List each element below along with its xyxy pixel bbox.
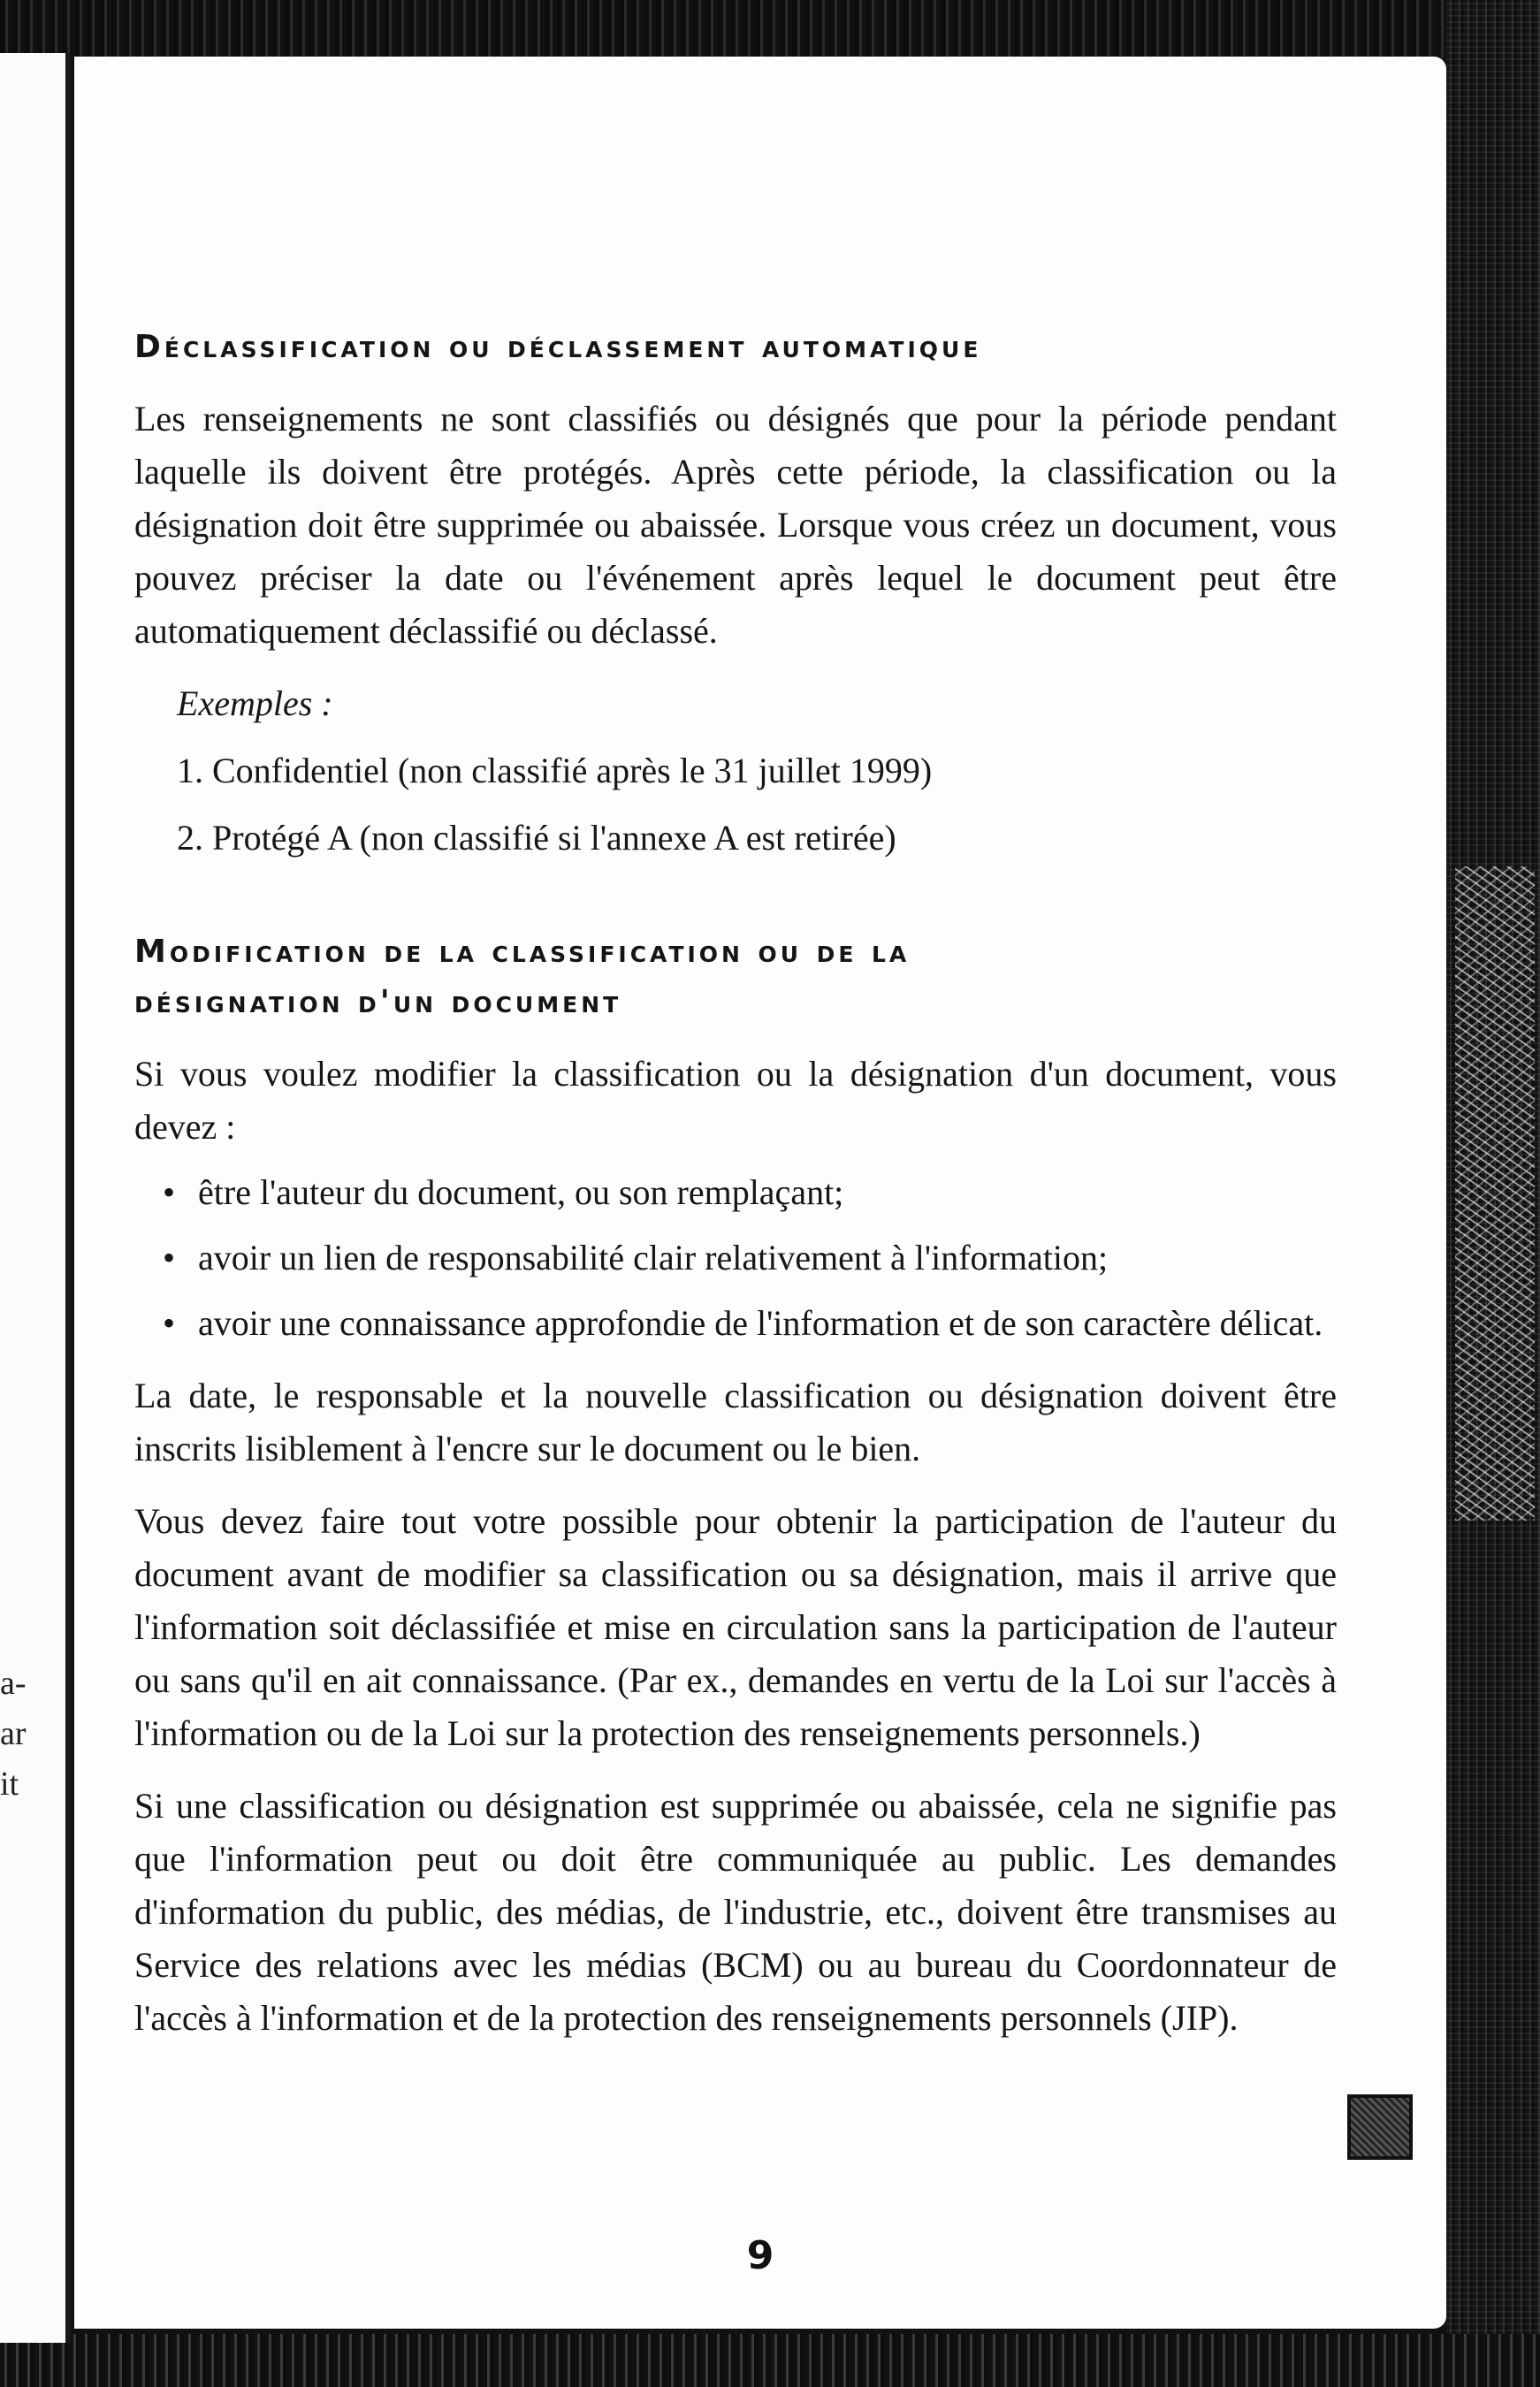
scan-speckle — [1455, 866, 1535, 1521]
thumb-index-mark — [1347, 2094, 1413, 2160]
section-modification — [134, 927, 1337, 2045]
section-intro: Si vous voulez modifier la classification ou la désignation d'un document, vous devez : — [134, 1053, 1337, 1147]
book-spine — [65, 53, 71, 2343]
section-paragraph: Les renseignements ne sont classifiés ou désignés que pour la période pendant laquelle ils doivent être protégés. Après cette période, la classification ou la désignation doit être supprimée ou abaissée. Lorsque vous créez un document, vous pouvez préciser la date ou l'événement après lequel le document peut être automatiquement déclassifié ou déclassé. — [134, 398, 1337, 651]
examples-label: Exemples : — [177, 683, 333, 723]
section-heading-line: Modification de la classification ou de la — [134, 933, 911, 970]
prev-page-fragment: a- — [0, 1665, 27, 1702]
example-item: 2. Protégé A (non classifié si l'annexe A est retirée) — [177, 817, 896, 858]
page-number: 9 — [746, 2233, 774, 2278]
requirements-list — [134, 1166, 1337, 1350]
example-item: 1. Confidentiel (non classifié après le 31 juillet 1999) — [177, 750, 933, 790]
scan-border-bottom — [0, 2334, 1540, 2387]
section-heading — [134, 927, 1337, 1028]
prev-page-fragment: ar — [0, 1715, 27, 1752]
page-content — [134, 322, 1337, 2045]
section-paragraph: La date, le responsable et la nouvelle classification ou désignation doivent être inscrits lisiblement à l'encre sur le document ou le bien. — [134, 1375, 1337, 1468]
previous-page-edge — [0, 53, 69, 2343]
list-item: • être l'auteur du document, ou son remplaçant; — [134, 1166, 1337, 1219]
prev-page-fragment: it — [0, 1765, 19, 1803]
section-paragraph: Vous devez faire tout votre possible pour obtenir la participation de l'auteur du document avant de modifier sa classification ou sa désignation, mais il arrive que l'information soit déclassifiée et mise en circulation sans la participation de l'auteur ou sans qu'il en ait connaissance. (Par ex., demandes en vertu de la Loi sur l'accès à l'information ou de la Loi sur la protection des renseignements personnels.) — [134, 1500, 1337, 1753]
section-automatic-declassification — [134, 322, 1337, 865]
document-page — [74, 57, 1446, 2329]
scan-border-top — [0, 0, 1540, 58]
section-heading-line: désignation d'un document — [134, 984, 622, 1021]
list-item: • avoir une connaissance approfondie de l'information et de son caractère délicat. — [134, 1297, 1337, 1350]
list-item: • avoir un lien de responsabilité clair relativement à l'information; — [134, 1232, 1337, 1285]
section-paragraph: Si une classification ou désignation est supprimée ou abaissée, cela ne signifie pas que l'information peut ou doit être communiquée au public. Les demandes d'information du public, des médias, de l'industrie, etc., doivent être transmises au Service des relations avec les médias (BCM) ou au bureau du Coordonnateur de l'accès à l'information et de la protection des renseignements personnels (JIP). — [134, 1785, 1337, 2038]
section-heading: Déclassification ou déclassement automatique — [134, 329, 982, 365]
scan-border-right — [1446, 0, 1540, 2387]
